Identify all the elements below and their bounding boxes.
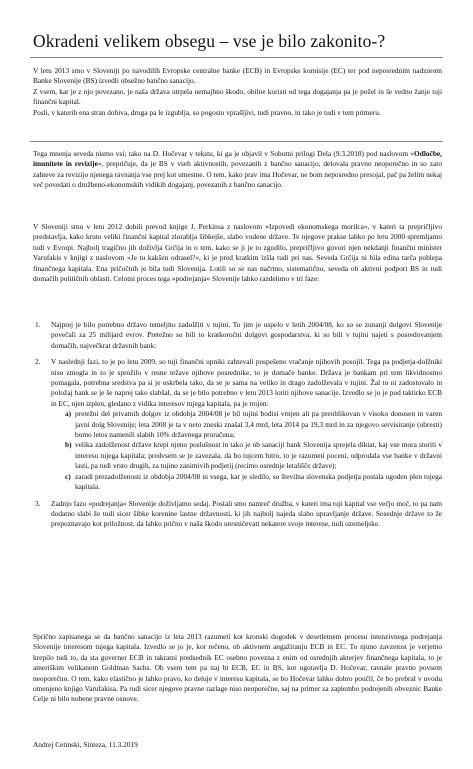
- list-item-text: Zadnjo fazo »podrejanja« Slovenije doživljamo sedaj. Postali smo namreč družba, v kateri ima tuji kapital vse večjo moč, to pa nam dodatno slabi že tudi sicer šibke korenine lastne državnosti, ki jih najbolj najeda slabo upravljanje države. Sosednje države to že prepoznavajo kot priložnost, da lahko prično v naša škodo uresničevati nekatere svoje interese, tudi ozemeljske.: [51, 498, 442, 529]
- top-rule: [30, 57, 443, 58]
- phases-list: [35, 320, 442, 530]
- list-item-text: V naslednji fazi, to je po letu 2009, so tuji finančni upniki zahtevali pospešeno vračanje njihovih posojil. Tega pa podjetja-dolžniki niso zmogla in to je sprožilo v resne težave njihove posrednike, to je domače banke. Država je bankam pri tem likvidnostno pomagala, potrebna sredstva pa si je oskrbela tako, da se je sama na veliko in drago zadolževala v tujini. Žal to ni zadostovalo in položaj bank se je še naprej tako slabšal, da se je bilo potrebno v letu 2013 lotiti njihove sanacije. Izvedlo se jo je pod taktirko ECB in EC, njen izplen, gledano z vidika interesov tujega kapitala, pa je trojen:: [51, 357, 442, 408]
- sub-item: [65, 440, 442, 471]
- sub-item: [65, 472, 442, 493]
- list-item: [35, 320, 442, 351]
- paragraph-perkins: V Sloveniji smo v letu 2012 dobili prevod knjige J. Perkinsa z naslovom »Izpovedi ekonomskega morilca«, v kateri ta prepričljivo predstavlja, kako kruto veliki finančni kapital zlorablja šibkejše, slabo vodene države. Te njegove prakse lahko po letu 2000 spremljamo tudi v Evropi. Najbolj tragično jih doživlja Grčija in o tem, kako se ji je to zgodilo, prepričljivo govori njen nekdanji finančni minister Varufakis v knjigi z naslovom »Je tu kakšen odrasel?«, ki je pred kratkim izšla tudi pri nas. Seveda Grčija ni bila edina tarča pohlepa finančnega kapitala. Ena pričočnih je bila tudi Slovenija. Lotili so se nas načrtno, sistematično, seveda ob aktivni podpori BS in tudi domačih političnih oblasti. Celotni proces tega »podrejanja« Slovenije lahko razdelimo v tri faze:: [33, 222, 442, 284]
- list-number: 2.: [35, 357, 41, 367]
- paragraph-hocevar-end: «, prepričuje, da je BS v vseh aktivnostih, povezanih z bančno sanacijo, delovala pravno neoporečno in so zato zahteve za revizijo njenega ravnanja vse prej kot umestne. O tem, kako prav ima Hočevar, ne bom neposredno presojal, pač pa želim nekaj več povedati o družbeno-ekonomskih vidikih dogajanj, povezanih z bančno sanacijo.: [33, 159, 442, 190]
- sub-item-label: c): [65, 471, 71, 481]
- list-item-text: Najprej je bilo potrebno državo temeljito zadolžiti v tujini. To jim je uspelo v letih 2004/08, ko so se zunanji dolgovi Slovenije povečali za 25 milijard evrov. Pretežno so bili to kratkoročni dolgovi gospodarstva, ki so bili v tujini najeti s posredovanjem domačih, največkrat državnih bank:: [51, 320, 442, 350]
- sub-item-label: b): [65, 440, 72, 450]
- intro-rule: [30, 141, 443, 142]
- article-reference-title: Odločbe, imunitete in revizije: [33, 149, 442, 169]
- intro-block: [33, 66, 442, 118]
- list-number: 1.: [35, 320, 41, 329]
- paragraph-hocevar-start: Tega mnenja seveda nismo vsi; tako na D. Hočevar v tekstu, ki ga je objavil v Sobotni prilogi Dela (9.3.2018) pod naslovom »: [33, 149, 415, 158]
- signature: Andrej Cetinski, Sinteza, 11.3.2019: [33, 740, 138, 749]
- intro-paragraph-3: Posli, v katerih ena stran dobiva, druga pa le izgublja, so pogosto vprašljivi, tudi pravno, in tako je tudi v tem primeru.: [33, 107, 381, 117]
- sub-item-text: pretežni del privatnih dolgov iz obdobja 2004/08 je bil tujini bodisi vrnjen ali pa preoblikovan v visoko donosen in varen javni dolg Slovenije; leta 2008 je ta v neto zneski znašal 3,4 mrd, leta 2014 pa 19,3 mrd in za njegovo servisiranje (obresti) bomo letos namenili slabih 10% državnega proračuna;: [75, 409, 442, 440]
- article-title: Okradeni velikem obsegu – vse je bilo zakonito-?: [33, 31, 386, 51]
- intro-paragraph-1: V letu 2013 smo v Sloveniji po navodilih Evropske centralne banke (ECB) in Evropske komisije (EC) ter pod neposrednim nadzorom Banke Slovenije (BS) izvedli obsežno bančno sanacijo.: [33, 66, 442, 86]
- intro-paragraph-2: Z vsem, kar je z njo povezano, je naša država utrpela nemajhno škodo, obilne koristi od tega dogajanja pa je požel in še vedno žanje tuji finančni kapital.: [33, 86, 442, 107]
- list-item: [35, 499, 442, 530]
- paragraph-hocevar: [33, 149, 442, 191]
- sub-item-text: velika zadolženost države krepi njeno poslušnost in tako je ob sanaciji bank Slovenija sprejela diktat, kaj vse mora storiti v interesu tujega kapitala; predvsem se je zavezala, da bo tujcem hitro, to je razumeti poceni, odprodala vse banke v državni lasti, pa tudi vrsto drugih, za tujino zanimivih podjetij (recimo osrednje letališče države);: [75, 440, 442, 471]
- sub-item: [65, 409, 442, 440]
- paragraph-conclusion: Sprično zapisanega se da bančno sanacijo iz leta 2013 razumeti kot kronski dogodek v desetletnem procesu intenzivnega podrejanja Slovenije interesom tujega kapitala. Izvedlo se jo je, kot rečeno, ob aktivnem angažiranju ECB in EC. To njuno zavzetost je verjetno krepilo tudi to, da sta guverner ECB in takratni predsednik EC osebno povezna z enim od osrednjih akterjev finančnega kapitala, to je ameriškim velikanom Goldman Sachs. Ob vsem tem pa naj bi ECB, EC in BS, kot ugotavlja D. Hočevar, ravnale pravno povsem neoporečno. O tem, kako elastično je lahko pravo, ko deluje v interesu kapitala, se bo Hočevar lahko dobro poučil, če bo prebral v uvodu omenjeno knjigo Varufakisa. Pa rudi sicer njegove pravne razlage niso neoporečne, saj na primer za zaplembo podrejenih obveznic Banke Celje ni bilo nobene pravne osnove.: [33, 632, 442, 704]
- sub-item-text: zaradi prezadolženosti iz obdobja 2004/08 in vsega, kar je sledilo, so številna slovenska podjetja postala ugoden plen tujega kapitala.: [75, 471, 442, 492]
- sub-item-label: a): [65, 409, 72, 419]
- list-item: [35, 357, 442, 492]
- list-number: 3.: [35, 498, 41, 508]
